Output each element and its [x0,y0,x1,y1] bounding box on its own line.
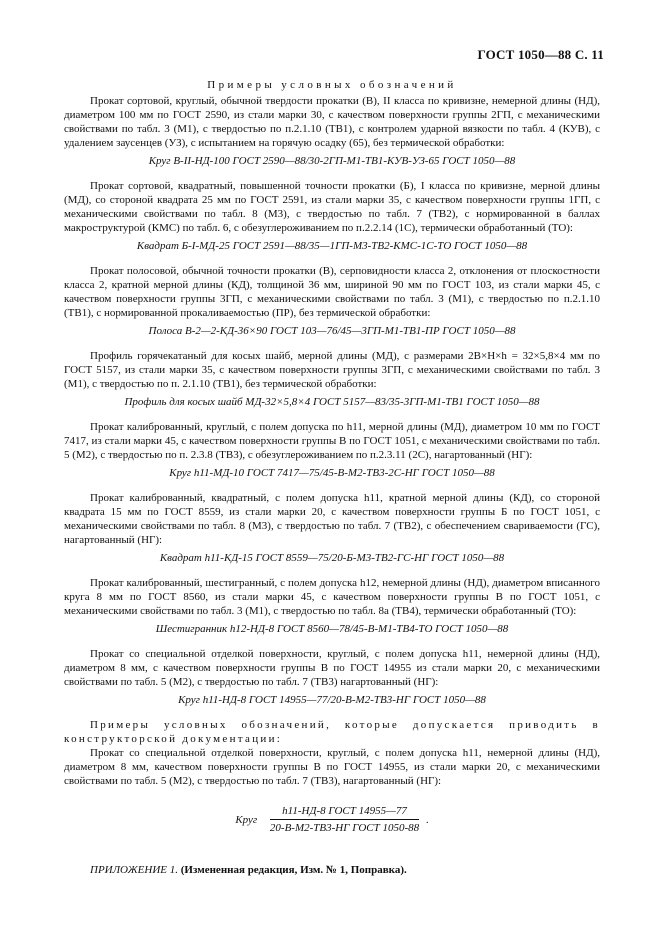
fraction-designation [64,804,600,835]
example-description-1: Прокат сортовой, круглый, обычной твердости прокатки (В), II класса по кривизне, немерной длины (НД), диаметром 100 мм по ГОСТ 2590, из стали марки 30, с качеством поверхности группы 2ГП, с механическими свойствами по табл. 3 (М1), с твердостью по п.2.1.10 (ТВ1), с контролем ударной вязкости по табл. 4 (КУВ), с удалением заусенцев (УЗ), с испытанием на горячую осадку (65), без термической обработки: [64,95,600,149]
example-description-8: Прокат со специальной отделкой поверхности, круглый, с полем допуска h11, немерной длины (НД), диаметром 8 мм, с качеством поверхности группы В по ГОСТ 14955 из стали марки 20, с механическими свойствами по табл. 5 (М2), с твердостью по табл. 7 (ТВ3) нагартованный (НГ): [64,648,600,688]
example-designation-4: Профиль для косых шайб МД-32×5,8×4 ГОСТ 5157—83/35-3ГП-М1-ТВ1 ГОСТ 1050—88 [124,396,540,408]
example-description-2: Прокат сортовой, квадратный, повышенной точности прокатки (Б), I класса по кривизне, мерной длины (МД), со стороной квадрата 25 мм по ГОСТ 2591, из стали марки 35, с качеством поверхности группы 1ГП, с механическими свойствами по табл. 8 (М3), с твердостью по табл. 7 (ТВ2), с нормированной в баллах макроструктурой (КМС) по табл. 6, с обезуглероживанием по п.2.2.14 (1С), термически обработанный (ТО): [64,180,600,234]
example-designation-6: Квадрат h11-КД-15 ГОСТ 8559—75/20-Б-М3-ТВ2-ГС-НГ ГОСТ 1050—88 [159,552,505,564]
fraction-suffix: . [425,813,429,826]
design-docs-heading: Примеры условных обозначений, которые допускается приводить в конструкторской документации: [64,719,600,745]
fraction-numerator: h11-НД-8 ГОСТ 14955—77 [270,804,419,820]
example-designation-7: Шестигранник h12-НД-8 ГОСТ 8560—78/45-В-М1-ТВ4-ТО ГОСТ 1050—88 [155,623,509,635]
appendix-note [64,863,600,877]
example-description-5: Прокат калиброванный, круглый, с полем допуска по h11, мерной длины (МД), диаметром 10 мм по ГОСТ 7417, из стали марки 45, с качеством поверхности группы В по ГОСТ 1051, с механическими свойствами по табл. 5 (М2), с твердостью по п. 2.3.8 (ТВ3), с обезуглероживанием по п.2.3.11 (2С), нагартованный (НГ): [64,421,600,461]
example-designation-1: Круг В-II-НД-100 ГОСТ 2590—88/30-2ГП-М1-ТВ1-КУВ-УЗ-65 ГОСТ 1050—88 [148,155,516,167]
appendix-revision: (Измененная редакция, Изм. № 1, Поправка). [180,864,407,876]
example-designation-2: Квадрат Б-I-МД-25 ГОСТ 2591—88/35—1ГП-М3-ТВ2-КМС-1С-ТО ГОСТ 1050—88 [136,240,528,252]
fraction [270,804,419,835]
example-description-7: Прокат калиброванный, шестигранный, с полем допуска h12, немерной длины (НД), диаметром вписанного круга 8 мм по ГОСТ 8560, из стали марки 45, с качеством поверхности группы В по ГОСТ 1051, с механическими свойствами по табл. 3 (М1), с твердостью по табл. 8а (ТВ4), термически обработанный (ТО): [64,577,600,617]
fraction-label: Круг [235,813,258,826]
document-body [64,78,600,877]
example-description-4: Профиль горячекатаный для косых шайб, мерной длины (МД), с размерами 2В×Н×h = 32×5,8×4 мм по ГОСТ 5157, из стали марки 35, с качеством поверхности группы 3ГП, с механическими свойствами по табл. 3 (М1), с твердостью по п. 2.1.10 (ТВ1), без термической обработки: [64,350,600,390]
page-header: ГОСТ 1050—88 С. 11 [477,47,604,62]
fraction-denominator: 20-В-М2-ТВ3-НГ ГОСТ 1050-88 [269,822,420,834]
appendix-label: ПРИЛОЖЕНИЕ 1. [90,864,178,876]
example-designation-3: Полоса В-2—2-КД-36×90 ГОСТ 103—76/45—3ГП-М1-ТВ1-ПР ГОСТ 1050—88 [148,325,516,337]
example-description-3: Прокат полосовой, обычной точности прокатки (В), серповидности класса 2, отклонения от плоскостности класса 2, кратной мерной длины (КД), толщиной 36 мм, шириной 90 мм по ГОСТ 103, из стали марки 45, с качеством поверхности группы 3ГП, с механическими свойствами по табл. 3 (М1), с твердостью по п.2.1.10 (ТВ1), с нормированной прокаливаемостью (ПР), без термической обработки: [64,265,600,319]
example-designation-8: Круг h11-НД-8 ГОСТ 14955—77/20-В-М2-ТВ3-НГ ГОСТ 1050—88 [178,694,486,706]
example-designation-5: Круг h11-МД-10 ГОСТ 7417—75/45-В-М2-ТВ3-2С-НГ ГОСТ 1050—88 [169,467,495,479]
example-description-6: Прокат калиброванный, квадратный, с полем допуска h11, кратной мерной длины (КД), со стороной квадрата 15 мм по ГОСТ 8559, из стали марки 20, с качеством поверхности группы Б по ГОСТ 1051, с механическими свойствами по табл. 8 (М3), с твердостью по табл. 7 (ТВ2), с обеспечением свариваемости (ГС), нагартованный (НГ): [64,492,600,546]
section-title: Примеры условных обозначений [207,79,457,91]
design-docs-paragraph: Прокат со специальной отделкой поверхности, круглый, с полем допуска h11, немерной длины (НД), диаметром 8 мм, качеством поверхности группы В по ГОСТ 14955, из стали марки 20, с механическими свойствами по табл. 5 (М2), с твердостью по табл. 7 (ТВ3), нагартованный (НГ): [64,747,600,787]
